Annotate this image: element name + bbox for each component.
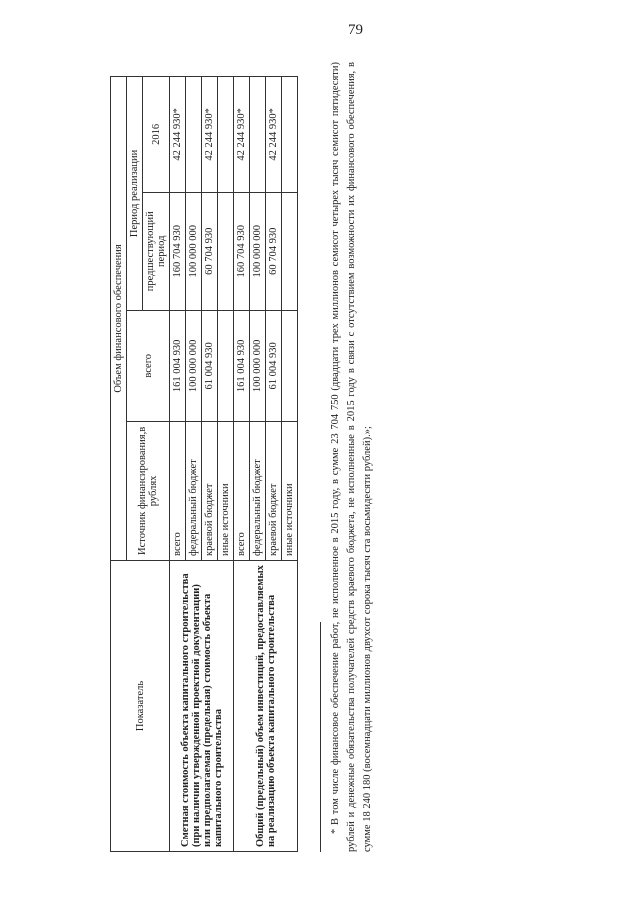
header-total: всего xyxy=(127,310,170,421)
year-2016-cell: 42 244 930* xyxy=(266,77,282,193)
year-2016-cell: 42 244 930* xyxy=(170,77,186,193)
source-cell: федеральный бюджет xyxy=(186,421,202,560)
previous-period-cell xyxy=(218,192,234,310)
total-cell: 161 004 930 xyxy=(234,310,250,421)
previous-period-cell xyxy=(282,192,298,310)
source-cell: всего xyxy=(234,421,250,560)
year-2016-cell: 42 244 930* xyxy=(234,77,250,193)
header-indicator: Показатель xyxy=(111,560,170,851)
previous-period-cell: 60 704 930 xyxy=(202,192,218,310)
total-cell: 61 004 930 xyxy=(266,310,282,421)
source-cell: всего xyxy=(170,421,186,560)
total-cell: 61 004 930 xyxy=(202,310,218,421)
year-2016-cell xyxy=(218,77,234,193)
indicator-cell: Общий (предельный) объем инвестиций, предоставляемых на реализацию объекта капитального строительства xyxy=(234,560,298,851)
total-cell xyxy=(282,310,298,421)
source-cell: краевой бюджет xyxy=(202,421,218,560)
funding-table xyxy=(110,76,298,852)
year-2016-cell: 42 244 930* xyxy=(202,77,218,193)
source-cell: иные источники xyxy=(218,421,234,560)
total-cell: 161 004 930 xyxy=(170,310,186,421)
source-cell: краевой бюджет xyxy=(266,421,282,560)
previous-period-cell: 60 704 930 xyxy=(266,192,282,310)
rotated-page-content xyxy=(110,32,410,852)
footnote xyxy=(328,62,376,852)
footnote-text: * В том числе финансовое обеспечение работ, не исполненное в 2015 году, в сумме 23 704 750 (двадцати трех миллионов семисот четырех тысяч семисот пятидесяти) рублей и денежные обязательства получателей средств краевого бюджета, не исполненные в 2015 году в связи с отсутствием возможности их финансового обеспечения, в сумме 18 240 180 (восемнадцати миллионов двухсот сорока тысяч ста восьмидесяти рублей).»; xyxy=(330,62,373,852)
footnote-divider xyxy=(320,622,321,852)
indicator-cell: Сметная стоимость объекта капитального строительства (при наличии утвержденной проектной документации) или предполагаемая (предельная) стоимость объекта капитального строительства xyxy=(170,560,234,851)
previous-period-cell: 160 704 930 xyxy=(234,192,250,310)
source-cell: федеральный бюджет xyxy=(250,421,266,560)
header-implementation-period: Период реализации xyxy=(127,77,143,311)
header-previous-period: предшествующий период xyxy=(143,192,170,310)
total-cell xyxy=(218,310,234,421)
source-cell: иные источники xyxy=(282,421,298,560)
year-2016-cell xyxy=(250,77,266,193)
total-cell: 100 000 000 xyxy=(250,310,266,421)
total-cell: 100 000 000 xyxy=(186,310,202,421)
header-year-2016: 2016 xyxy=(143,77,170,193)
table-row xyxy=(234,77,250,852)
header-source: Источник финансирования,в рублях xyxy=(127,421,170,560)
previous-period-cell: 100 000 000 xyxy=(186,192,202,310)
previous-period-cell: 100 000 000 xyxy=(250,192,266,310)
year-2016-cell xyxy=(186,77,202,193)
table-row xyxy=(170,77,186,852)
page-number: 79 xyxy=(348,22,363,38)
previous-period-cell: 160 704 930 xyxy=(170,192,186,310)
header-funding-volume: Объем финансового обеспечения xyxy=(111,77,127,561)
year-2016-cell xyxy=(282,77,298,193)
